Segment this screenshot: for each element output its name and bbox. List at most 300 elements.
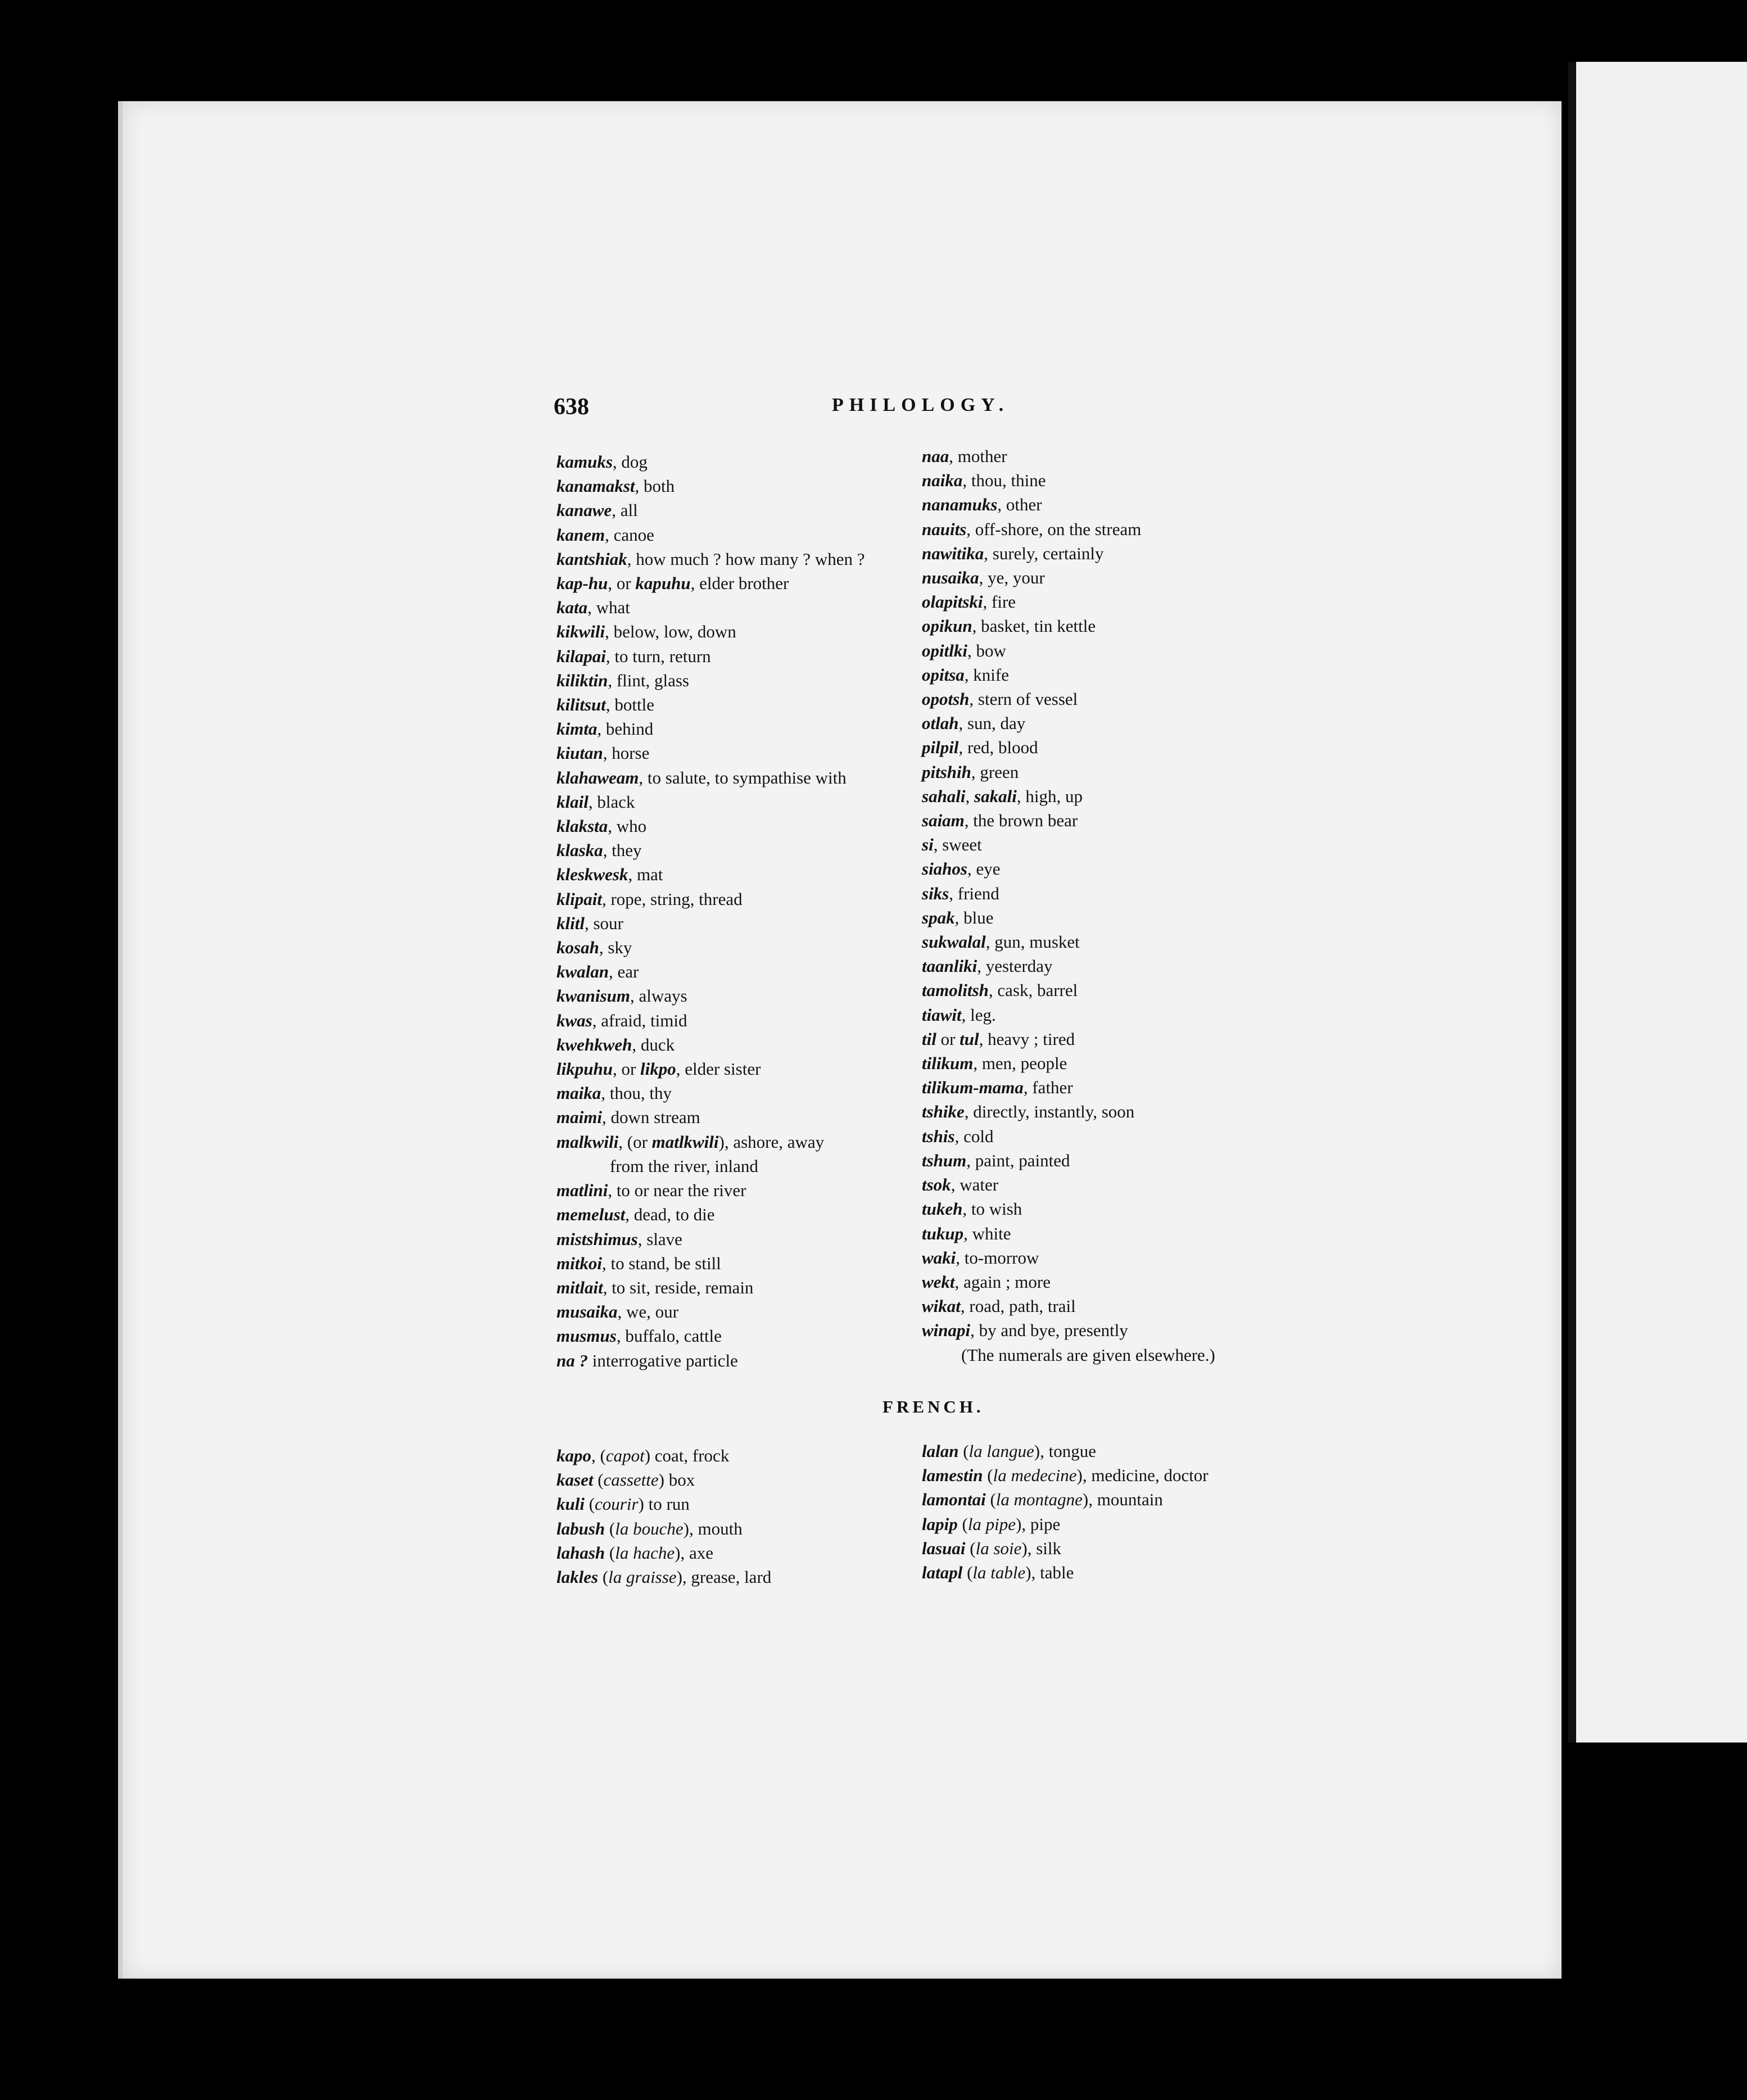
headword-variant: tul (960, 1029, 979, 1049)
definition: , cask, barrel (988, 980, 1078, 1001)
definition: , leg. (961, 1004, 996, 1025)
definition: , elder brother (690, 573, 789, 594)
headword: pitshih (922, 762, 971, 782)
headword: kwanisum (556, 986, 630, 1006)
vocabulary-entry (922, 978, 1315, 1002)
headword: kiliktin (556, 670, 608, 690)
definition: , flint, glass (608, 670, 689, 690)
headword: kilitsut (556, 695, 606, 715)
vocabulary-entry (556, 474, 927, 498)
headword: nusaika (922, 568, 979, 588)
page-number: 638 (554, 394, 589, 420)
definition: , the brown bear (964, 811, 1078, 831)
headword: lalan (922, 1441, 959, 1461)
headword: kleskwesk (556, 865, 628, 885)
vocabulary-entry (922, 444, 1315, 468)
headword: kwas (556, 1010, 592, 1030)
headword: si (922, 835, 934, 855)
definition: , bow (967, 640, 1006, 660)
headword: siahos (922, 859, 967, 879)
definition: , slave (637, 1229, 682, 1249)
headword: naika (922, 470, 963, 491)
headword: wekt (922, 1271, 955, 1292)
vocabulary-entry (556, 450, 927, 474)
vocabulary-entry (922, 954, 1315, 978)
numerals-note (922, 1343, 1315, 1367)
vocabulary-entry (922, 1560, 1315, 1585)
definition: , friend (949, 883, 999, 903)
definition: , to salute, to sympathise with (639, 767, 847, 788)
definition: , cold (954, 1126, 994, 1146)
definition: , who (608, 816, 647, 836)
definition: , gun, musket (985, 932, 1080, 952)
vocabulary-entry (556, 1517, 927, 1541)
headword: nawitika (922, 543, 984, 563)
headword: klahaweam (556, 767, 639, 788)
definition: interrogative particle (588, 1350, 738, 1370)
definition: , behind (597, 719, 654, 739)
source-word: la soie (975, 1538, 1022, 1558)
definition: , ear (609, 962, 639, 982)
headword: opotsh (922, 689, 970, 709)
definition: , directly, instantly, soon (964, 1102, 1135, 1122)
headword: winapi (922, 1320, 971, 1341)
definition: , basket, tin kettle (972, 616, 1096, 636)
headword: tsok (922, 1175, 951, 1195)
definition: , thou, thy (601, 1083, 672, 1103)
vocabulary-entry (556, 619, 927, 644)
vocabulary-entry (922, 1487, 1315, 1511)
headword: otlah (922, 713, 959, 734)
vocabulary-entry (556, 1033, 927, 1057)
vocabulary-entry (556, 814, 927, 838)
headword: tilikum-mama (922, 1078, 1024, 1098)
headword: naa (922, 446, 949, 466)
definition: ), axe (675, 1542, 713, 1563)
source-word: la pipe (967, 1514, 1016, 1534)
headword: kata (556, 598, 588, 618)
headword: kikwili (556, 622, 605, 642)
source-word: la table (972, 1563, 1026, 1583)
vocabulary-entry (922, 1075, 1315, 1099)
vocabulary-entry (556, 644, 927, 668)
definition: , eye (967, 859, 1001, 879)
source-word: cassette (603, 1470, 659, 1490)
vocabulary-entry (556, 1300, 927, 1324)
vocabulary-entry (922, 1463, 1315, 1487)
headword: til (922, 1029, 936, 1049)
vocabulary-entry (922, 1270, 1315, 1294)
vocabulary-entry (556, 741, 927, 765)
vocabulary-entry (922, 639, 1315, 663)
headword: tilikum (922, 1053, 974, 1074)
definition: , to turn, return (605, 646, 711, 666)
definition: , buffalo, cattle (616, 1326, 722, 1346)
definition: or (936, 1029, 960, 1049)
definition: , father (1023, 1078, 1073, 1098)
vocabulary-entry (922, 1294, 1315, 1318)
vocabulary-entry (556, 1443, 927, 1468)
vocabulary-entry (922, 1099, 1315, 1124)
vocabulary-entry (922, 565, 1315, 590)
vocabulary-entry (556, 1541, 927, 1565)
source-word: courir (595, 1494, 639, 1514)
definition: , we, our (617, 1302, 679, 1322)
headword: mitkoi (556, 1253, 602, 1273)
vocabulary-entry (556, 1251, 927, 1275)
definition: , men, people (973, 1053, 1067, 1074)
source-word: la bouche (615, 1518, 684, 1538)
vocabulary-entry (922, 1027, 1315, 1051)
vocabulary-entry (922, 1536, 1315, 1560)
definition: , other (997, 495, 1042, 515)
definition: , ( (591, 1446, 606, 1465)
headword: opitsa (922, 664, 965, 685)
vocabulary-entry (922, 1124, 1315, 1148)
definition: , sour (584, 913, 623, 933)
headword: maimi (556, 1107, 602, 1128)
headword: labush (556, 1518, 605, 1538)
vocabulary-entry (556, 693, 927, 717)
definition: , down stream (601, 1107, 700, 1128)
vocabulary-entry (922, 832, 1315, 857)
vocabulary-entry (922, 468, 1315, 492)
vocabulary-entry (922, 711, 1315, 735)
definition: , high, up (1016, 786, 1083, 806)
vocabulary-entry (922, 857, 1315, 881)
definition: , mother (949, 446, 1007, 466)
headword: kwalan (556, 962, 609, 982)
definition: , below, low, down (605, 622, 736, 642)
headword: likpuhu (556, 1059, 613, 1079)
headword: sahali (922, 786, 966, 806)
definition: ), grease, lard (676, 1567, 772, 1587)
definition: , mat (628, 865, 663, 885)
definition: , or (608, 573, 636, 594)
definition: , thou, thine (962, 470, 1046, 491)
headword: kimta (556, 719, 598, 739)
headword: memelust (556, 1205, 626, 1225)
headword: tiawit (922, 1004, 962, 1025)
definition: ), medicine, doctor (1076, 1465, 1209, 1486)
vocabulary-entry (556, 1348, 927, 1373)
vocabulary-entry (922, 881, 1315, 906)
source-word: capot (605, 1446, 645, 1465)
definition: , surely, certainly (984, 543, 1104, 563)
definition: , bottle (605, 695, 654, 715)
headword: opitlki (922, 640, 967, 660)
definition: ), tongue (1034, 1441, 1096, 1461)
headword: kuli (556, 1494, 585, 1514)
definition: , afraid, timid (592, 1010, 687, 1030)
definition: , yesterday (977, 956, 1053, 976)
vocabulary-entry (922, 687, 1315, 711)
definition: , paint, painted (966, 1150, 1070, 1170)
headword: mitlait (556, 1277, 603, 1297)
headword: kanem (556, 524, 605, 545)
vocabulary-entry (922, 784, 1315, 808)
vocabulary-entry (556, 1227, 927, 1251)
definition: ( (962, 1563, 973, 1583)
headword: maika (556, 1083, 601, 1103)
vocabulary-entry (922, 808, 1315, 832)
vocabulary-entry (556, 984, 927, 1008)
vocabulary-entry (922, 1148, 1315, 1173)
vocabulary-entry (922, 614, 1315, 638)
definition: , what (587, 598, 630, 618)
definition: ( (958, 1441, 969, 1461)
entry-continuation (556, 1154, 927, 1178)
vocabulary-entry (556, 595, 927, 619)
vocabulary-entry (556, 1275, 927, 1300)
definition: , sweet (933, 835, 982, 855)
french-section-title: FRENCH. (882, 1397, 984, 1416)
source-word: la medecine (993, 1465, 1077, 1486)
vocabulary-entry (922, 1197, 1315, 1221)
headword: klail (556, 791, 589, 812)
vocabulary-entry (556, 1057, 927, 1081)
vocabulary-entry (556, 1202, 927, 1226)
headword: opikun (922, 616, 972, 636)
definition: , all (612, 500, 638, 521)
headword: waki (922, 1247, 956, 1268)
headword-variant: matlkwili (651, 1132, 719, 1152)
definition: ( (985, 1490, 996, 1510)
definition: , by and bye, presently (970, 1320, 1128, 1341)
headword: matlini (556, 1180, 608, 1201)
definition: ( (593, 1470, 604, 1490)
source-word: la langue (968, 1441, 1034, 1461)
definition: ) coat, frock (644, 1446, 730, 1465)
vocabulary-entry (922, 541, 1315, 565)
vocabulary-entry (922, 930, 1315, 954)
headword: saiam (922, 811, 965, 831)
definition: , canoe (605, 524, 654, 545)
definition: ) to run (638, 1494, 690, 1514)
definition: , they (603, 840, 642, 861)
vocabulary-entry (556, 523, 927, 547)
vocabulary-entry (556, 911, 927, 935)
headword: lapip (922, 1514, 958, 1534)
vocabulary-entry (556, 547, 927, 571)
definition: ), mouth (683, 1518, 743, 1538)
source-word: la graisse (608, 1567, 677, 1587)
headword: klipait (556, 889, 602, 909)
vocabulary-entry (556, 1008, 927, 1033)
definition: , (or (618, 1132, 652, 1152)
headword: kapo (556, 1446, 591, 1465)
definition: , to stand, be still (601, 1253, 721, 1273)
headword: tukeh (922, 1199, 963, 1219)
headword: kamuks (556, 452, 613, 472)
headword: tshum (922, 1150, 967, 1170)
definition: , to wish (962, 1199, 1022, 1219)
headword: latapl (922, 1563, 963, 1583)
headword: klaska (556, 840, 603, 861)
vocabulary-entry (922, 590, 1315, 614)
headword: tshike (922, 1102, 965, 1122)
headword: kosah (556, 938, 599, 958)
adjacent-page (1568, 62, 1747, 1743)
definition: , to sit, reside, remain (603, 1277, 754, 1297)
headword: siks (922, 883, 949, 903)
french-right-column (922, 1439, 1315, 1585)
definition: , knife (964, 664, 1009, 685)
definition: ( (957, 1514, 968, 1534)
vocabulary-entry (556, 717, 927, 741)
headword: klitl (556, 913, 585, 933)
definition: , duck (632, 1034, 675, 1054)
source-word: la montagne (995, 1490, 1083, 1510)
definition: ) box (658, 1470, 695, 1490)
definition: ( (965, 1538, 976, 1558)
headword: nanamuks (922, 495, 998, 515)
definition: , to-morrow (956, 1247, 1039, 1268)
headword: mistshimus (556, 1229, 638, 1249)
vocabulary-entry (556, 668, 927, 693)
vocabulary-entry (556, 1081, 927, 1105)
vocabulary-entry (556, 1565, 927, 1589)
vocabulary-entry (922, 735, 1315, 759)
definition: , rope, string, thread (601, 889, 743, 909)
vocabulary-entry (556, 1468, 927, 1492)
headword: lamontai (922, 1490, 986, 1510)
wordlist-left-column (556, 450, 927, 1373)
definition: , or (612, 1059, 641, 1079)
definition: , horse (603, 743, 650, 763)
vocabulary-entry (556, 790, 927, 814)
continuation-text: from the river, inland (610, 1156, 758, 1176)
vocabulary-entry (556, 838, 927, 862)
headword: klaksta (556, 816, 608, 836)
headword: tshis (922, 1126, 955, 1146)
headword: kwehkweh (556, 1034, 632, 1054)
headword: taanliki (922, 956, 977, 976)
headword: pilpil (922, 737, 959, 758)
headword: lasuai (922, 1538, 966, 1558)
headword: olapitski (922, 592, 983, 612)
vocabulary-entry (556, 935, 927, 960)
headword: nauits (922, 519, 967, 539)
vocabulary-entry (922, 760, 1315, 784)
vocabulary-entry (556, 571, 927, 595)
headword: musmus (556, 1326, 617, 1346)
definition: ), table (1025, 1563, 1074, 1583)
vocabulary-entry (556, 766, 927, 790)
definition: , (965, 786, 975, 806)
definition: , red, blood (958, 737, 1038, 758)
definition: , ye, your (979, 568, 1045, 588)
headword: sukwalal (922, 932, 986, 952)
headword: tukup (922, 1223, 964, 1243)
definition: , black (588, 791, 635, 812)
definition: , dog (612, 452, 648, 472)
headword: wikat (922, 1296, 961, 1316)
headword: kilapai (556, 646, 606, 666)
vocabulary-entry (922, 1512, 1315, 1536)
vocabulary-entry (556, 862, 927, 886)
definition: ), ashore, away (718, 1132, 825, 1152)
definition: , sky (599, 938, 632, 958)
headword: na ? (556, 1350, 588, 1370)
headword: kaset (556, 1470, 594, 1490)
headword: kantshiak (556, 549, 627, 569)
vocabulary-entry (556, 1178, 927, 1202)
headword: tamolitsh (922, 980, 989, 1001)
definition: ), silk (1021, 1538, 1062, 1558)
headword-variant: likpo (640, 1059, 676, 1079)
vocabulary-entry (922, 906, 1315, 930)
vocabulary-entry (922, 517, 1315, 541)
headword: kap-hu (556, 573, 608, 594)
vocabulary-entry (922, 1318, 1315, 1342)
vocabulary-entry (922, 1439, 1315, 1463)
definition: , off-shore, on the stream (966, 519, 1142, 539)
definition: , water (951, 1175, 999, 1195)
note-text: (The numerals are given elsewhere.) (961, 1345, 1215, 1365)
definition: , both (635, 476, 675, 496)
vocabulary-entry (556, 498, 927, 522)
definition: ( (983, 1465, 993, 1486)
definition: , always (630, 986, 687, 1006)
wordlist-right-column (922, 444, 1315, 1367)
definition: , road, path, trail (960, 1296, 1076, 1316)
definition: ( (605, 1518, 615, 1538)
headword: lakles (556, 1567, 599, 1587)
vocabulary-entry (922, 1173, 1315, 1197)
headword: lahash (556, 1542, 605, 1563)
definition: ), pipe (1016, 1514, 1061, 1534)
vocabulary-entry (556, 1105, 927, 1129)
definition: , blue (954, 907, 994, 927)
page-header (554, 393, 1352, 427)
source-word: la hache (615, 1542, 675, 1563)
definition: , dead, to die (625, 1205, 715, 1225)
vocabulary-entry (922, 663, 1315, 687)
definition: , green (971, 762, 1019, 782)
vocabulary-entry (556, 960, 927, 984)
vocabulary-entry (922, 1221, 1315, 1246)
vocabulary-entry (922, 1003, 1315, 1027)
headword: kanamakst (556, 476, 635, 496)
definition: , again ; more (954, 1271, 1051, 1292)
vocabulary-entry (556, 1492, 927, 1516)
definition: , white (963, 1223, 1011, 1243)
vocabulary-entry (922, 1246, 1315, 1270)
definition: ), mountain (1082, 1490, 1163, 1510)
headword-variant: kapuhu (635, 573, 691, 594)
headword: malkwili (556, 1132, 619, 1152)
vocabulary-entry (922, 492, 1315, 517)
vocabulary-entry (922, 1051, 1315, 1075)
definition: ( (584, 1494, 595, 1514)
vocabulary-entry (556, 1324, 927, 1348)
headword: lamestin (922, 1465, 983, 1486)
vocabulary-entry (556, 1130, 927, 1154)
headword: kiutan (556, 743, 603, 763)
definition: , heavy ; tired (979, 1029, 1075, 1049)
headword: kanawe (556, 500, 612, 521)
definition: ( (605, 1542, 615, 1563)
headword: musaika (556, 1302, 618, 1322)
definition: , stern of vessel (969, 689, 1078, 709)
headword-variant: sakali (974, 786, 1017, 806)
definition: , elder sister (676, 1059, 761, 1079)
running-title: PHILOLOGY. (832, 395, 1010, 415)
french-left-column (556, 1443, 927, 1589)
definition: , to or near the river (608, 1180, 746, 1201)
definition: ( (598, 1567, 609, 1587)
